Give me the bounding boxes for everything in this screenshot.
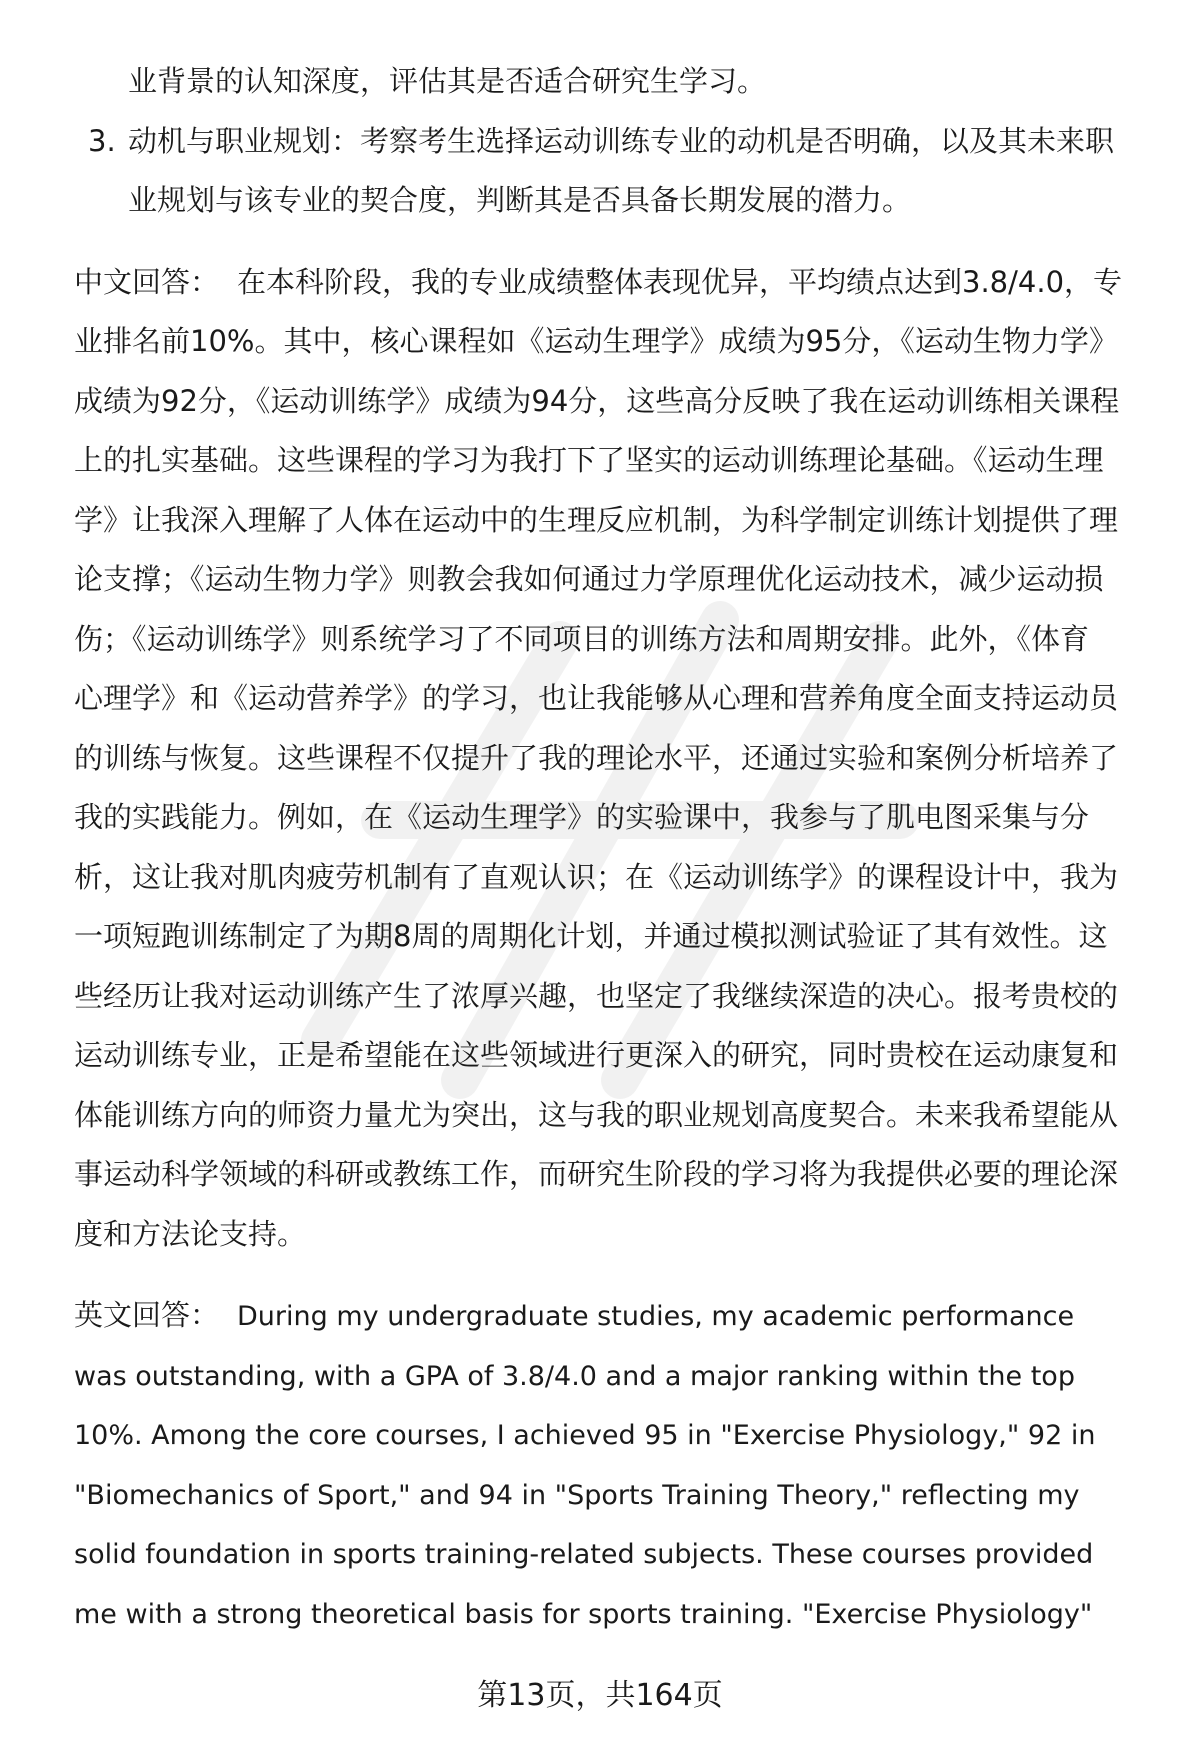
paragraph-line: 度和方法论支持。 <box>74 1216 307 1251</box>
paragraph-line: 事运动科学领域的科研或教练工作，而研究生阶段的学习将为我提供必要的理论深 <box>74 1157 1119 1191</box>
paragraph-line: 学》让我深入理解了人体在运动中的生理反应机制，为科学制定训练计划提供了理 <box>74 502 1119 537</box>
list-number: 3. <box>88 123 116 158</box>
paragraph-line: 析，这让我对肌肉疲劳机制有了直观认识；在《运动训练学》的课程设计中，我为 <box>74 859 1119 894</box>
list-item-3-continuation: 业规划与该专业的契合度，判断其是否具备长期发展的潜力。 <box>128 183 912 217</box>
paragraph-line: 的训练与恢复。这些课程不仅提升了我的理论水平，还通过实验和案例分析培养了 <box>74 740 1119 775</box>
paragraph-line: me with a strong theoretical basis for sports training. "Exercise Physiology" <box>74 1598 1093 1630</box>
page-number-footer: 第13页，共164页 <box>477 1678 723 1713</box>
paragraph-line: 我的实践能力。例如，在《运动生理学》的实验课中，我参与了肌电图采集与分 <box>74 800 1090 834</box>
paragraph-line: 一项短跑训练制定了为期8周的周期化计划，并通过模拟测试验证了其有效性。这 <box>74 919 1108 953</box>
paragraph-line: 10%. Among the core courses, I achieved 95 in "Exercise Physiology," 92 in <box>74 1420 1096 1451</box>
paragraph-line: 些经历让我对运动训练产生了浓厚兴趣，也坚定了我继续深造的决心。报考贵校的 <box>74 978 1119 1013</box>
paragraph-line: 心理学》和《运动营养学》的学习，也让我能够从心理和营养角度全面支持运动员 <box>74 681 1119 715</box>
paragraph-line: 中文回答： 在本科阶段，我的专业成绩整体表现优异，平均绩点达到3.8/4.0，专 <box>74 264 1123 299</box>
list-item-text: 动机与职业规划：考察考生选择运动训练专业的动机是否明确，以及其未来职 <box>128 123 1115 158</box>
list-item-3 <box>74 112 1149 172</box>
paragraph-line: 体能训练方向的师资力量尤为突出，这与我的职业规划高度契合。未来我希望能从 <box>74 1097 1119 1132</box>
list-item-2-continuation: 业背景的认知深度，评估其是否适合研究生学习。 <box>128 64 767 98</box>
chinese-answer-label: 中文回答： <box>74 264 220 299</box>
paragraph-line: 论支撑；《运动生物力学》则教会我如何通过力学原理优化运动技术，减少运动损 <box>74 562 1104 596</box>
chinese-answer <box>74 253 1149 1265</box>
paragraph-line: "Biomechanics of Sport," and 94 in "Sports Training Theory," reflecting my <box>74 1479 1080 1511</box>
english-answer <box>74 1286 1149 1644</box>
paragraph-line: was outstanding, with a GPA of 3.8/4.0 and a major ranking within the top <box>74 1360 1075 1392</box>
paragraph-line: solid foundation in sports training-related subjects. These courses provided <box>74 1539 1094 1570</box>
paragraph-line: 英文回答： During my undergraduate studies, my academic performance <box>74 1298 1075 1332</box>
paragraph-line: 上的扎实基础。这些课程的学习为我打下了坚实的运动训练理论基础。《运动生理 <box>74 443 1104 477</box>
paragraph-line: 成绩为92分，《运动训练学》成绩为94分，这些高分反映了我在运动训练相关课程 <box>74 383 1120 418</box>
paragraph-line: 业排名前10%。其中，核心课程如《运动生理学》成绩为95分，《运动生物力学》 <box>74 324 1118 358</box>
main-content <box>74 52 1149 1644</box>
paragraph-line: 运动训练专业，正是希望能在这些领域进行更深入的研究，同时贵校在运动康复和 <box>74 1038 1119 1072</box>
english-answer-label: 英文回答： <box>74 1298 220 1332</box>
paragraph-line: 伤；《运动训练学》则系统学习了不同项目的训练方法和周期安排。此外，《体育 <box>74 621 1090 656</box>
